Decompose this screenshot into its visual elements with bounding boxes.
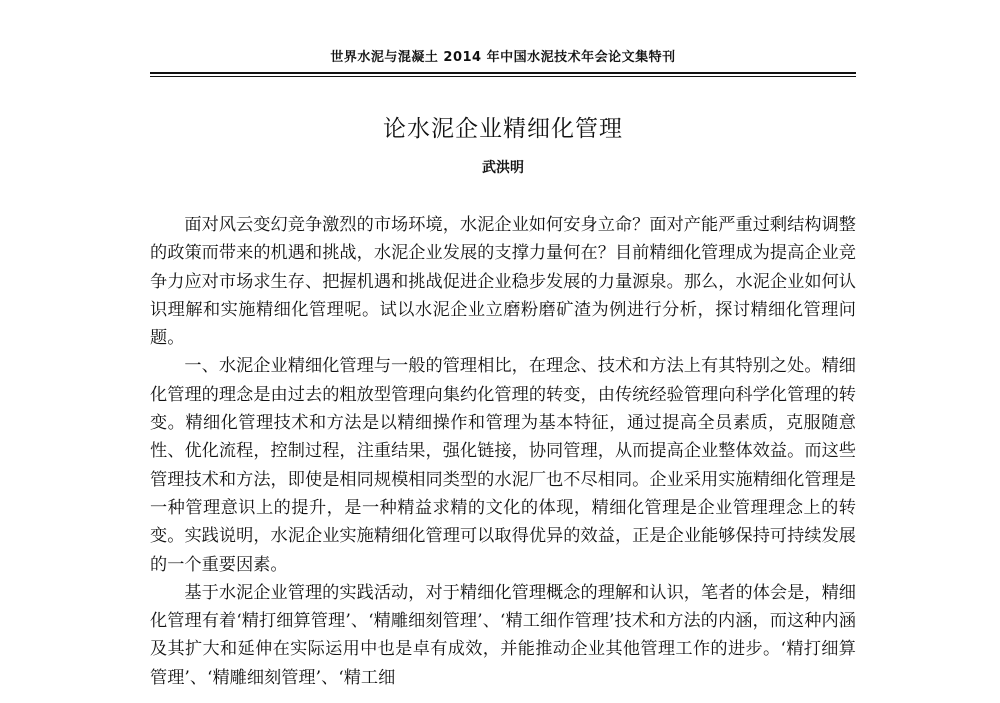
running-header: 世界水泥与混凝土 2014 年中国水泥技术年会论文集特刊 — [330, 50, 676, 65]
article-title: 论水泥企业精细化管理 — [383, 116, 623, 142]
header-rule-thin — [150, 76, 856, 77]
article-body — [150, 211, 856, 692]
paragraph-section-one: 一、水泥企业精细化管理与一般的管理相比，在理念、技术和方法上有其特别之处。精细化管理的理念是由过去的粗放型管理向集约化管理的转变，由传统经验管理向科学化管理的转变。精细化管理技术和方法是以精细操作和管理为基本特征，通过提高全员素质，克服随意性、优化流程，控制过程，注重结果，强化链接，协同管理，从而提高企业整体效益。而这些管理技术和方法，即使是相同规模相同类型的水泥厂也不尽相同。企业采用实施精细化管理是一种管理意识上的提升，是一种精益求精的文化的体现，精细化管理是企业管理理念上的转变。实践说明，水泥企业实施精细化管理可以取得优异的效益，正是企业能够保持可持续发展的一个重要因素。 — [150, 356, 856, 575]
paragraph-intro: 面对风云变幻竞争激烈的市场环境，水泥企业如何安身立命？面对产能严重过剩结构调整的政策而带来的机遇和挑战，水泥企业发展的支撑力量何在？目前精细化管理成为提高企业竞争力应对市场求生存、把握机遇和挑战促进企业稳步发展的力量源泉。那么，水泥企业如何认识理解和实施精细化管理呢。试以水泥企业立磨粉磨矿渣为例进行分析，探讨精细化管理问题。 — [150, 215, 856, 349]
article-author: 武洪明 — [482, 160, 524, 176]
paragraph-practice: 基于水泥企业管理的实践活动，对于精细化管理概念的理解和认识，笔者的体会是，精细化管理有着‘精打细算管理’、‘精雕细刻管理’、‘精工细作管理’技术和方法的内涵，而这种内涵及其扩大和延伸在实际运用中也是卓有成效，并能推动企业其他管理工作的进步。‘精打细算管理’、‘精雕细刻管理’、‘精工细 — [150, 582, 856, 688]
header-rule — [150, 72, 856, 74]
